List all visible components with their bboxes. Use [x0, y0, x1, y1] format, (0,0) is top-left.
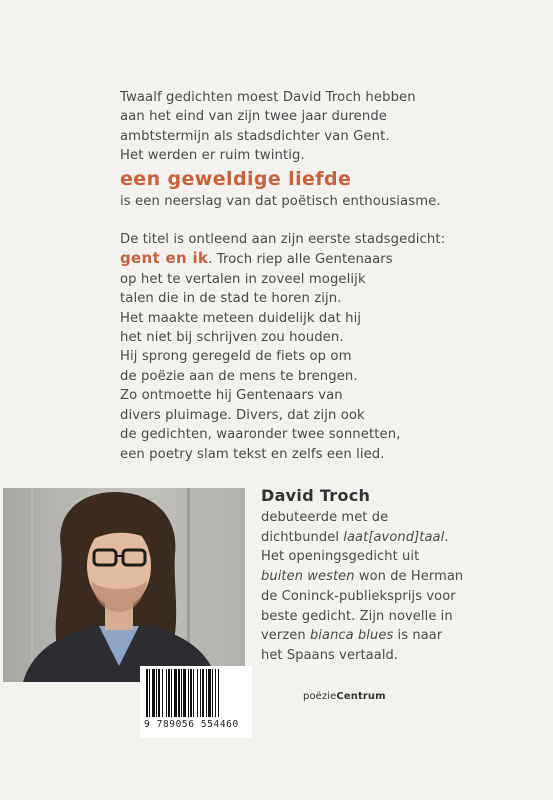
- barcode-bar: [156, 669, 157, 717]
- barcode-bar: [188, 669, 189, 717]
- intro-line: is een neerslag van dat poëtisch enthousiasme.: [120, 193, 441, 209]
- second-line: Het maakte meteen duidelijk dat hij: [120, 310, 362, 326]
- bio-line: de Coninck-publieksprijs voor: [261, 588, 456, 604]
- barcode-bar: [152, 669, 155, 717]
- barcode-bar: [206, 669, 207, 717]
- barcode-bar: [158, 669, 160, 717]
- second-line: een poetry slam tekst en zelfs een lied.: [120, 446, 385, 462]
- author-portrait-image: [3, 488, 245, 682]
- barcode-bar: [146, 669, 148, 717]
- intro-line: aan het eind van zijn twee jaar durende: [120, 109, 388, 125]
- intro-line: Het werden er ruim twintig.: [120, 148, 305, 164]
- intro-line: Twaalf gedichten moest David Troch hebben: [120, 90, 416, 105]
- bio-text: won de Herman: [354, 569, 464, 585]
- barcode-bar: [202, 669, 204, 717]
- barcode-bar: [193, 669, 194, 717]
- bio-book-title: laat[avond]taal: [343, 529, 445, 545]
- second-line: op het te vertalen in zoveel mogelijk: [120, 271, 366, 287]
- intro-line: ambtstermijn als stadsdichter van Gent.: [120, 128, 390, 144]
- bio-line: [261, 567, 546, 587]
- barcode-bar: [166, 669, 167, 717]
- barcode-bar: [197, 669, 198, 717]
- book-title: een geweldige liefde: [120, 167, 352, 190]
- bio-text: is naar: [393, 628, 443, 644]
- bio-line: debuteerde met de: [261, 510, 389, 525]
- barcode-bar: [149, 669, 150, 717]
- second-line: Zo ontmoette hij Gentenaars van: [120, 388, 343, 404]
- paragraph-gap: [120, 211, 540, 230]
- bio-book-title: buiten westen: [261, 569, 355, 585]
- author-name: David Troch: [261, 486, 371, 505]
- barcode-bars: [146, 669, 246, 719]
- barcode-bar: [183, 669, 186, 717]
- barcode-bar: [200, 669, 201, 717]
- barcode-bar: [212, 669, 213, 717]
- barcode-bar: [171, 669, 172, 717]
- bio-line: [261, 626, 546, 646]
- second-line: het niet bij schrijven zou houden.: [120, 330, 344, 346]
- barcode-bar: [168, 669, 170, 717]
- barcode-bar: [181, 669, 182, 717]
- bio-text: dichtbundel: [261, 529, 344, 545]
- author-bio: [261, 484, 546, 666]
- poem-title-suffix: . Troch riep alle Gentenaars: [208, 252, 393, 268]
- bio-line: beste gedicht. Zijn novelle in: [261, 608, 453, 624]
- barcode-bar: [174, 669, 177, 717]
- second-line: talen die in de stad te horen zijn.: [120, 291, 342, 307]
- barcode-bar: [190, 669, 192, 717]
- second-line: divers pluimage. Divers, dat zijn ook: [120, 407, 365, 423]
- publisher-logo: [303, 691, 386, 702]
- barcode-bar: [162, 669, 163, 717]
- isbn-barcode: [140, 666, 252, 738]
- second-line: [120, 249, 540, 269]
- isbn-number: 9 789056 554460: [144, 719, 239, 730]
- bio-text: verzen: [261, 628, 310, 644]
- barcode-bar: [215, 669, 216, 717]
- barcode-bar: [178, 669, 180, 717]
- second-line: de gedichten, waaronder twee sonnetten,: [120, 427, 401, 443]
- bio-line: [261, 528, 546, 548]
- publisher-part1: poëzie: [303, 691, 337, 702]
- barcode-bar: [218, 669, 219, 717]
- bio-line: Het openingsgedicht uit: [261, 549, 420, 565]
- bio-text: .: [444, 529, 449, 545]
- bio-book-title: bianca blues: [309, 628, 394, 644]
- author-photo: [3, 488, 245, 682]
- barcode-bar: [208, 669, 211, 717]
- publisher-part2: Centrum: [336, 691, 386, 702]
- second-line: Hij sprong geregeld de fiets op om: [120, 349, 352, 365]
- bio-line: het Spaans vertaald.: [261, 647, 399, 663]
- poem-title: gent en ik: [120, 249, 209, 268]
- second-line: De titel is ontleend aan zijn eerste stadsgedicht:: [120, 232, 446, 248]
- second-line: de poëzie aan de mens te brengen.: [120, 368, 358, 384]
- blurb: [120, 88, 540, 464]
